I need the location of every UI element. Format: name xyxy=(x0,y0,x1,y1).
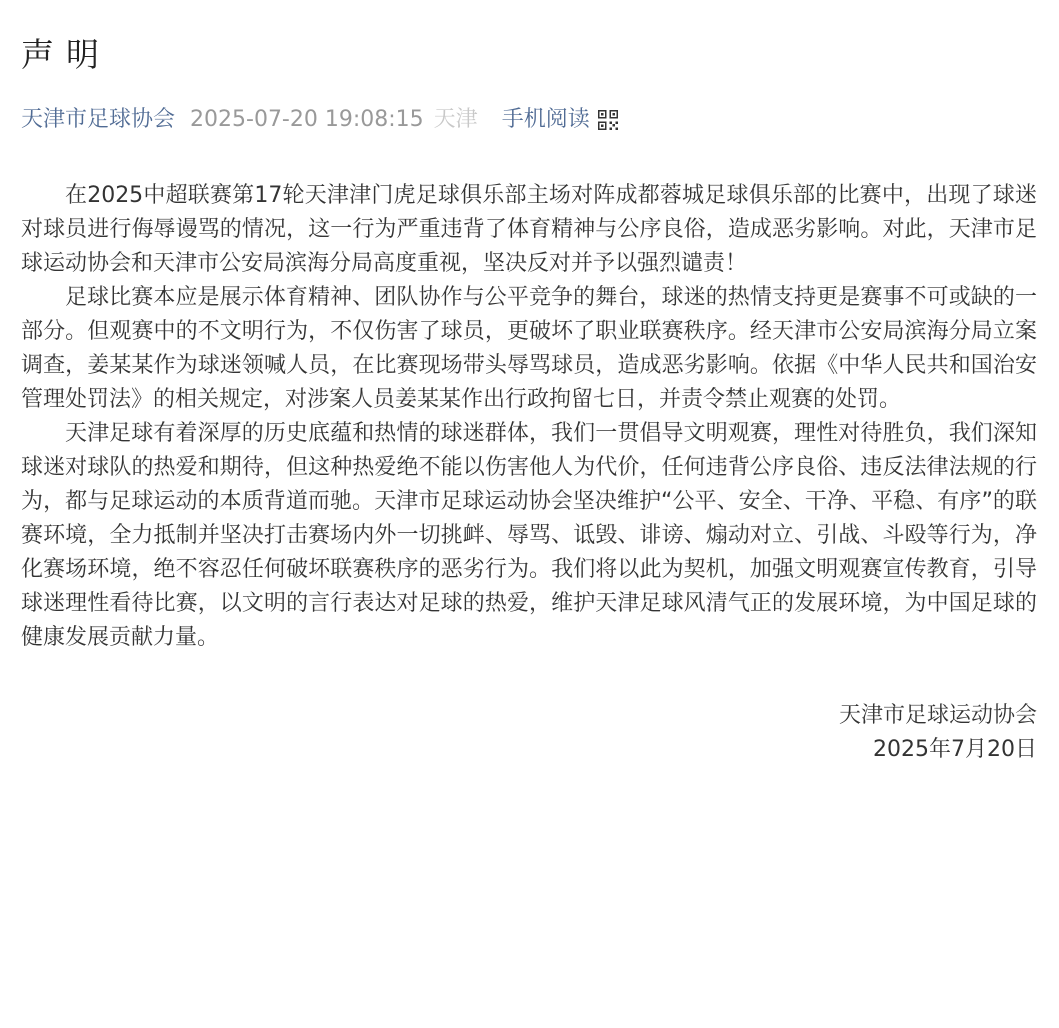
body-paragraph: 在2025中超联赛第17轮天津津门虎足球俱乐部主场对阵成都蓉城足球俱乐部的比赛中，出现了球迷对球员进行侮辱谩骂的情况，这一行为严重违背了体育精神与公序良俗，造成恶劣影响。对此，天津市足球运动协会和天津市公安局滨海分局高度重视，坚决反对并予以强烈谴责！ xyxy=(21,183,1037,276)
body-paragraph: 足球比赛本应是展示体育精神、团队协作与公平竞争的舞台，球迷的热情支持更是赛事不可或缺的一部分。但观赛中的不文明行为，不仅伤害了球员，更破坏了职业联赛秩序。经天津市公安局滨海分局立案调查，姜某某作为球迷领喊人员，在比赛现场带头辱骂球员，造成恶劣影响。依据《中华人民共和国治安管理处罚法》的相关规定，对涉案人员姜某某作出行政拘留七日，并责令禁止观赛的处罚。 xyxy=(21,285,1037,412)
article-title: 声明 xyxy=(21,35,111,74)
publish-location: 天津 xyxy=(433,107,478,132)
body-paragraph: 天津足球有着深厚的历史底蕴和热情的球迷群体，我们一贯倡导文明观赛，理性对待胜负，我们深知球迷对球队的热爱和期待，但这种热爱绝不能以伤害他人为代价，任何违背公序良俗、违反法律法规的行为，都与足球运动的本质背道而驰。天津市足球运动协会坚决维护“公平、安全、干净、平稳、有序”的联赛环境，全力抵制并坚决打击赛场内外一切挑衅、辱骂、诋毁、诽谤、煽动对立、引战、斗殴等行为，净化赛场环境，绝不容忍任何破坏联赛秩序的恶劣行为。我们将以此为契机，加强文明观赛宣传教育，引导球迷理性看待比赛，以文明的言行表达对足球的热爱，维护天津足球风清气正的发展环境，为中国足球的健康发展贡献力量。 xyxy=(21,421,1037,650)
source-link[interactable]: 天津市足球协会 xyxy=(21,107,176,132)
qr-code-icon xyxy=(598,110,618,130)
article-meta xyxy=(21,105,1037,135)
signature-date: 2025年7月20日 xyxy=(873,737,1037,762)
mobile-read-button[interactable] xyxy=(502,105,618,135)
signature-block xyxy=(21,699,1037,767)
mobile-read-label: 手机阅读 xyxy=(501,107,590,132)
signature-organization: 天津市足球运动协会 xyxy=(838,703,1037,728)
article-body xyxy=(21,179,1037,655)
publish-time: 2025-07-20 19:08:15 xyxy=(190,107,424,132)
